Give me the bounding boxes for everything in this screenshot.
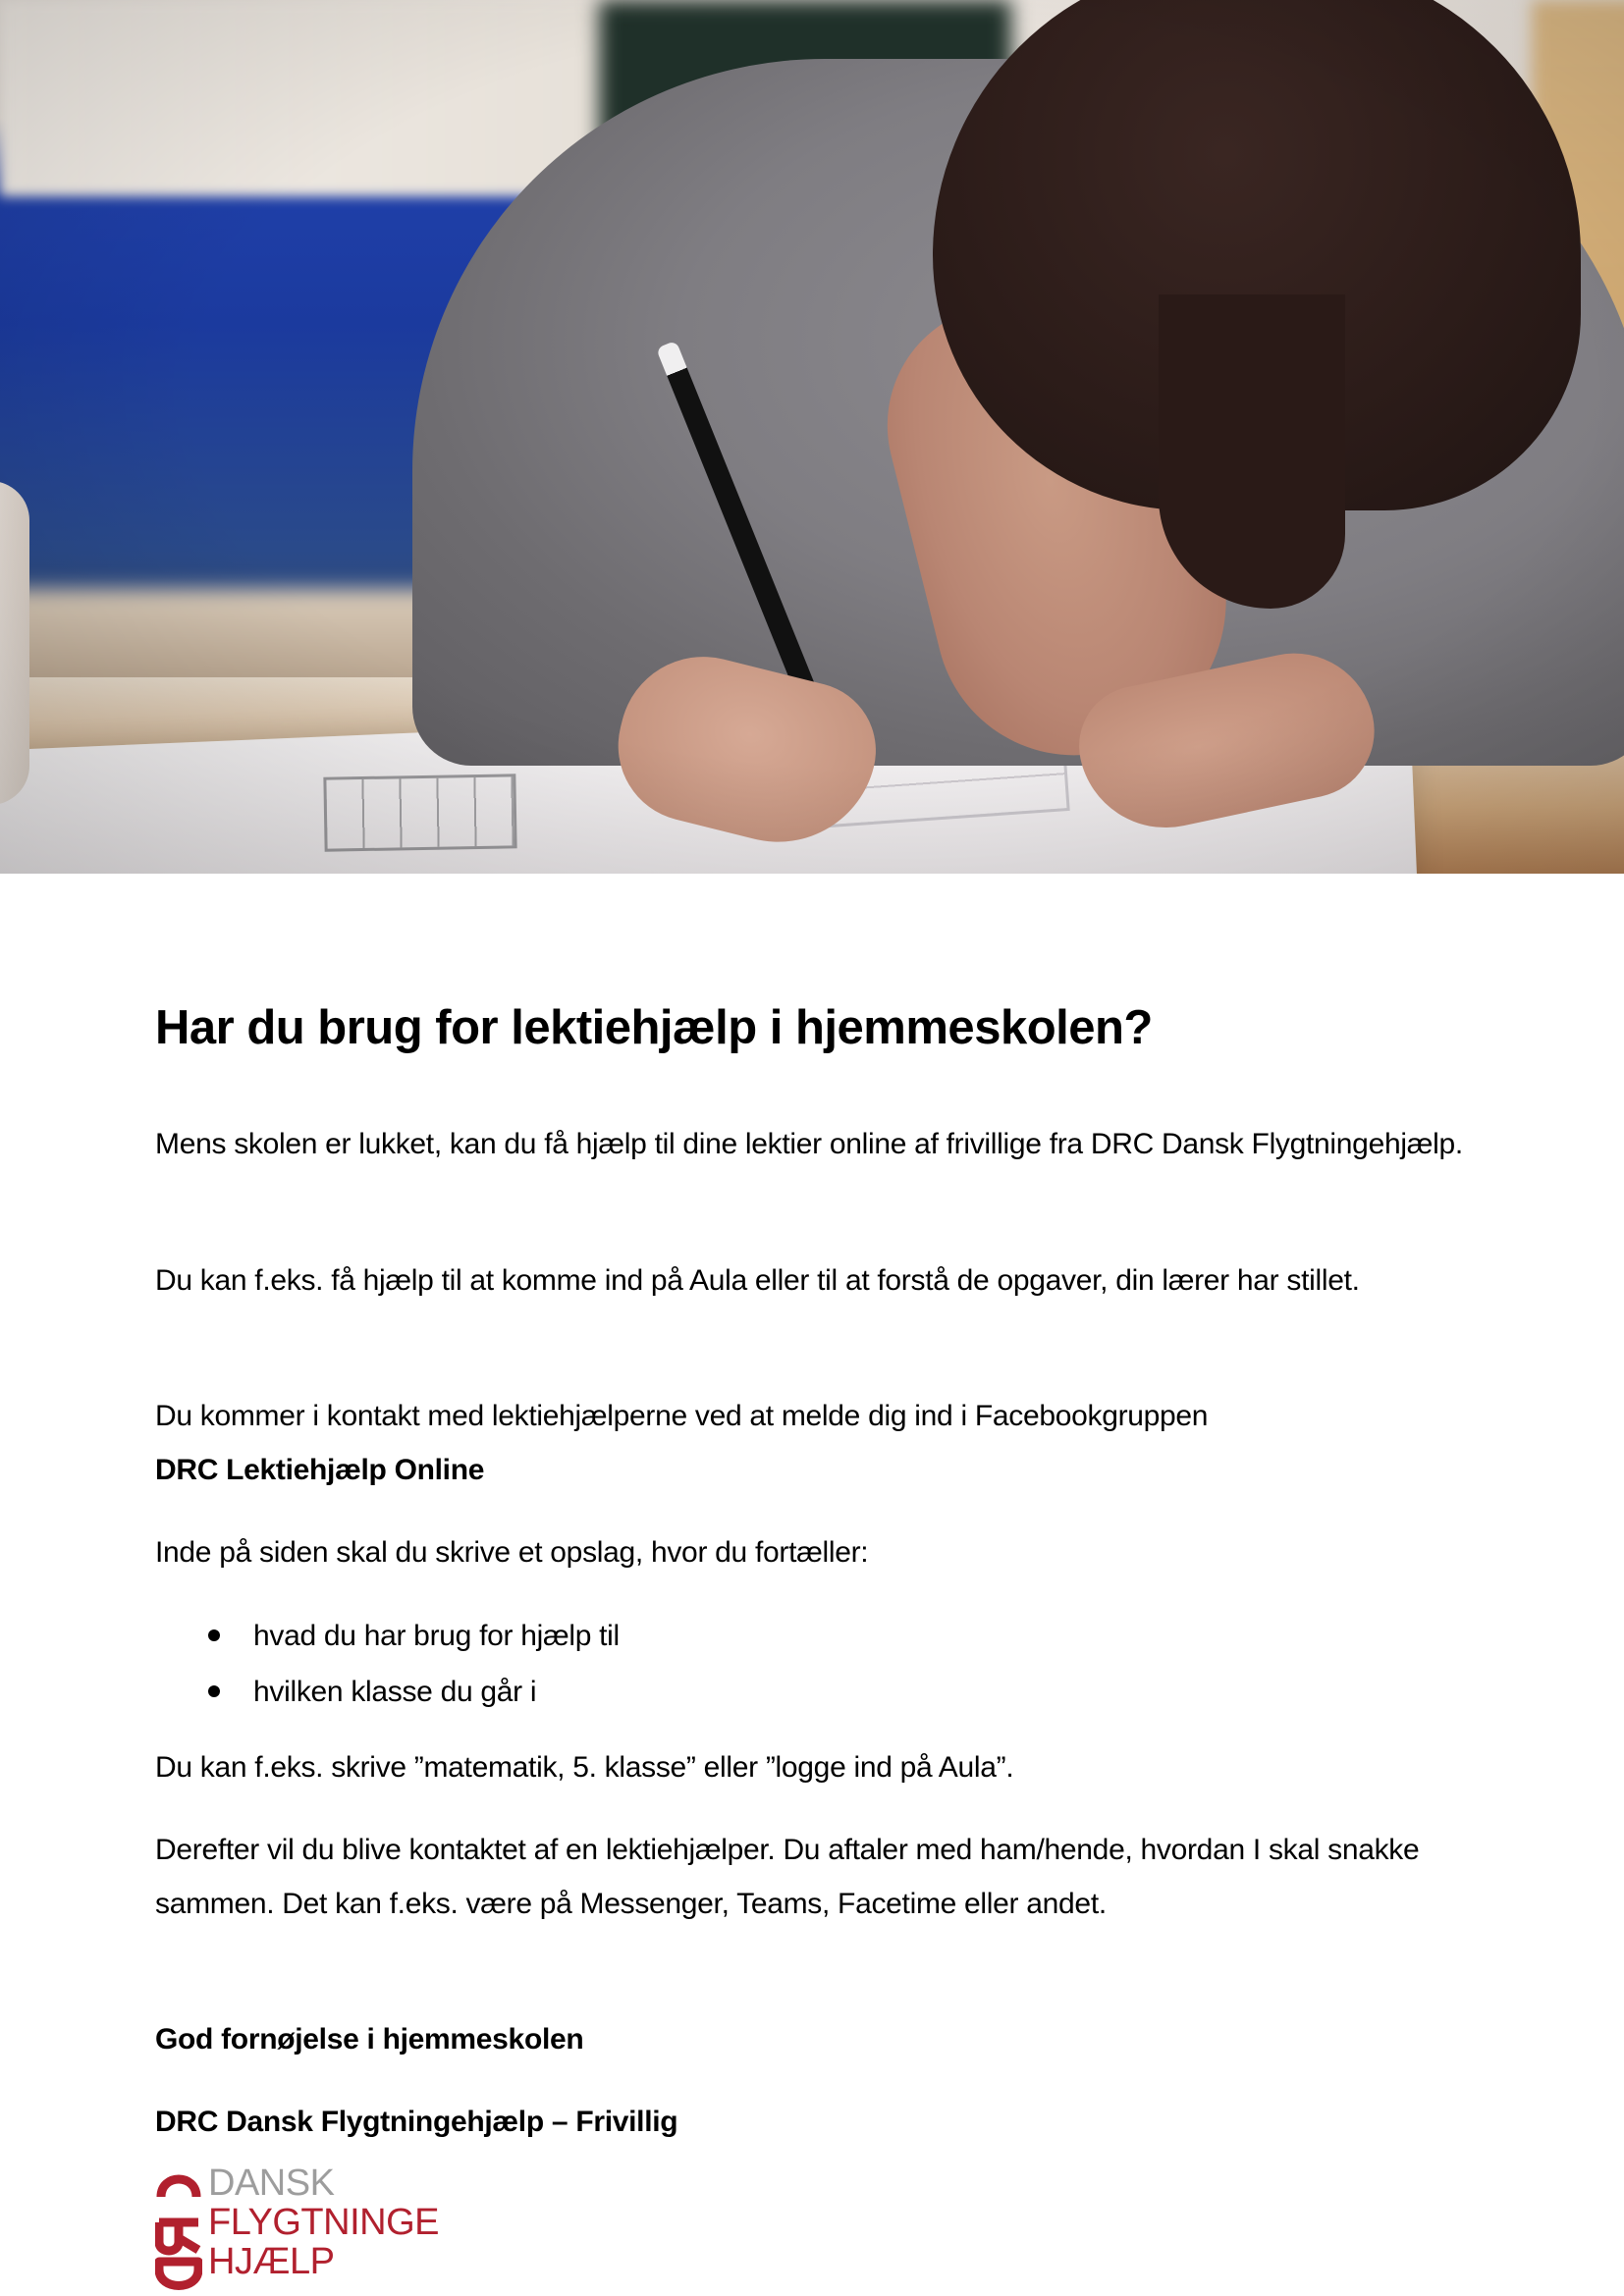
bullet-icon bbox=[208, 1629, 220, 1641]
post-checklist bbox=[155, 1608, 620, 1720]
list-item bbox=[155, 1608, 620, 1664]
logo-wordmark bbox=[208, 2163, 439, 2281]
page-title: Har du brug for lektiehjælp i hjemmeskolen? bbox=[155, 1001, 1153, 1054]
logo-line-hjaelp: HJÆLP bbox=[208, 2241, 335, 2282]
drc-monogram-icon bbox=[155, 2167, 202, 2290]
photo-vignette bbox=[0, 0, 1624, 874]
list-item-text: hvad du har brug for hjælp til bbox=[253, 1620, 620, 1652]
followup-paragraph: Derefter vil du blive kontaktet af en lektiehjælper. Du aftaler med ham/hende, hvordan I skal snakke sammen. Det kan f.eks. være på Messenger, Teams, Facetime eller andet. bbox=[155, 1834, 1420, 1920]
intro-paragraph: Mens skolen er lukket, kan du få hjælp til dine lektier online af frivillige fra DRC Dansk Flygtningehjælp. bbox=[155, 1128, 1463, 1160]
drc-logo bbox=[155, 2163, 469, 2290]
list-item-text: hvilken klasse du går i bbox=[253, 1676, 537, 1708]
bullet-icon bbox=[208, 1685, 220, 1697]
hero-photo bbox=[0, 0, 1624, 874]
contact-text: Du kommer i kontakt med lektiehjælperne ved at melde dig ind i Facebookgruppen bbox=[155, 1400, 1209, 1432]
contact-paragraph bbox=[155, 1389, 1208, 1497]
logo-line-dansk: DANSK bbox=[208, 2163, 335, 2204]
document-body bbox=[155, 999, 1471, 2138]
signature-line: DRC Dansk Flygtningehjælp – Frivillig bbox=[155, 2106, 678, 2138]
closing-line: God fornøjelse i hjemmeskolen bbox=[155, 2023, 584, 2056]
logo-line-flygtninge: FLYGTNINGE bbox=[208, 2202, 439, 2243]
post-instruction-paragraph: Inde på siden skal du skrive et opslag, hvor du fortæller: bbox=[155, 1536, 869, 1569]
aula-paragraph: Du kan f.eks. få hjælp til at komme ind på Aula eller til at forstå de opgaver, din lærer har stillet. bbox=[155, 1264, 1360, 1297]
example-paragraph: Du kan f.eks. skrive ”matematik, 5. klasse” eller ”logge ind på Aula”. bbox=[155, 1751, 1014, 1784]
facebook-group-name: DRC Lektiehjælp Online bbox=[155, 1454, 485, 1486]
list-item bbox=[155, 1664, 620, 1720]
